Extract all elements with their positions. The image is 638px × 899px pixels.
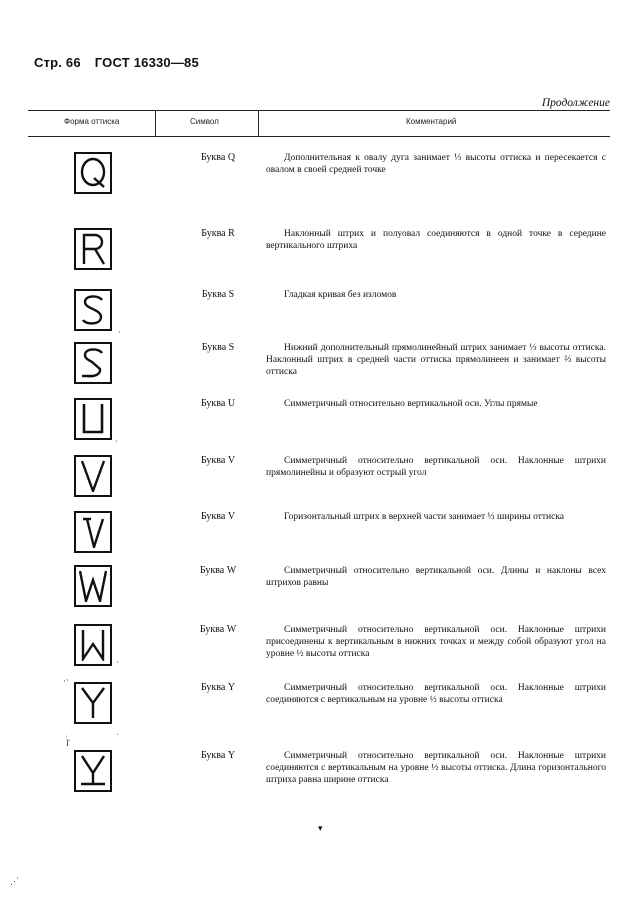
symbol-label: Буква V [200, 455, 236, 466]
comment-text: Симметричный относительно вертикальной оси. Наклонные штрихи присоединены к вертикальным в нижних точках и между собой образуют угол на уровне ½ высоты оттиска [266, 625, 606, 659]
column-divider [155, 110, 156, 136]
column-header-comment: Комментарий [406, 117, 457, 126]
footer-mark: ▾ [318, 823, 323, 833]
symbol-label: Буква Q [200, 152, 236, 163]
symbol-label: Буква S [201, 289, 235, 300]
symbol-label: Буква U [200, 398, 236, 409]
glyph-q-icon [74, 152, 112, 194]
comment-text: Гладкая кривая без изломов [284, 290, 397, 300]
symbol-label: Буква V [200, 511, 236, 522]
glyph-s-icon [74, 289, 112, 331]
comment-text: Горизонтальный штрих в верхней части занимает ⅓ ширины оттиска [284, 512, 565, 522]
symbol-label: Буква Y [200, 750, 236, 761]
glyph-v-icon [74, 455, 112, 497]
page-header [34, 55, 199, 70]
glyph-w-variant-icon [74, 624, 112, 666]
table-top-rule [28, 110, 610, 111]
glyph-s-variant-icon [74, 342, 112, 384]
symbol-label: Буква W [199, 624, 237, 635]
glyph-y-variant-icon [74, 750, 112, 792]
scan-mark: ľ [66, 738, 70, 748]
symbol-label: Буква S [201, 342, 235, 353]
symbol-label: Буква Y [200, 682, 236, 693]
comment-text: Симметричный относительно вертикальной оси. Углы прямые [284, 399, 538, 409]
comment-text: Наклонный штрих и полуовал соединяются в одной точке в середине вертикального штриха [266, 229, 606, 251]
scan-mark: ˌ [65, 727, 68, 737]
scan-mark: ˏ [66, 671, 69, 681]
column-divider [258, 110, 259, 136]
glyph-u-icon [74, 398, 112, 440]
scan-mark: ˌ [116, 725, 119, 735]
column-header-symbol: Символ [190, 117, 219, 126]
page-number: Стр. 66 [34, 55, 81, 70]
scan-mark: · [63, 676, 66, 686]
comment-text: Симметричный относительно вертикальной оси. Наклонные штрихи соединяются с вертикальным на уровне ½ высоты оттиска [266, 683, 606, 705]
comment-text: Симметричный относительно вертикальной оси. Наклонные штрихи прямолинейны и образуют острый угол [266, 456, 606, 478]
scan-mark: ˏ [118, 323, 121, 333]
scan-mark: ˏ [115, 432, 118, 442]
comment-text: Нижний дополнительный прямолинейный штрих занимает ⅓ высоты оттиска. Наклонный штрих в средней части оттиска прямолинеен и занимает ⅔ высоты оттиска [266, 343, 606, 377]
glyph-v-variant-icon [74, 511, 112, 553]
glyph-w-icon [74, 565, 112, 607]
comment-text: Дополнительная к овалу дуга занимает ⅓ высоты оттиска и пересекается с овалом в своей средней точке [266, 153, 606, 175]
continuation-label: Продолжение [541, 97, 610, 109]
standard-number: ГОСТ 16330—85 [94, 55, 199, 70]
glyph-r-icon [74, 228, 112, 270]
symbol-label: Буква W [199, 565, 237, 576]
glyph-y-icon [74, 682, 112, 724]
table-header-rule [28, 136, 610, 137]
comment-text: Симметричный относительно вертикальной оси. Наклонные штрихи соединяются с вертикальным на уровне ½ высоты оттиска. Длина горизонтального штриха равна ширине оттиска [266, 751, 606, 785]
symbol-label: Буква R [201, 228, 235, 239]
scan-mark: ˊ [116, 660, 119, 670]
comment-text: Симметричный относительно вертикальной оси. Длины и наклоны всех штрихов равны [266, 566, 606, 588]
scan-mark: ⋰ [10, 876, 19, 886]
column-header-form: Форма оттиска [64, 117, 120, 126]
